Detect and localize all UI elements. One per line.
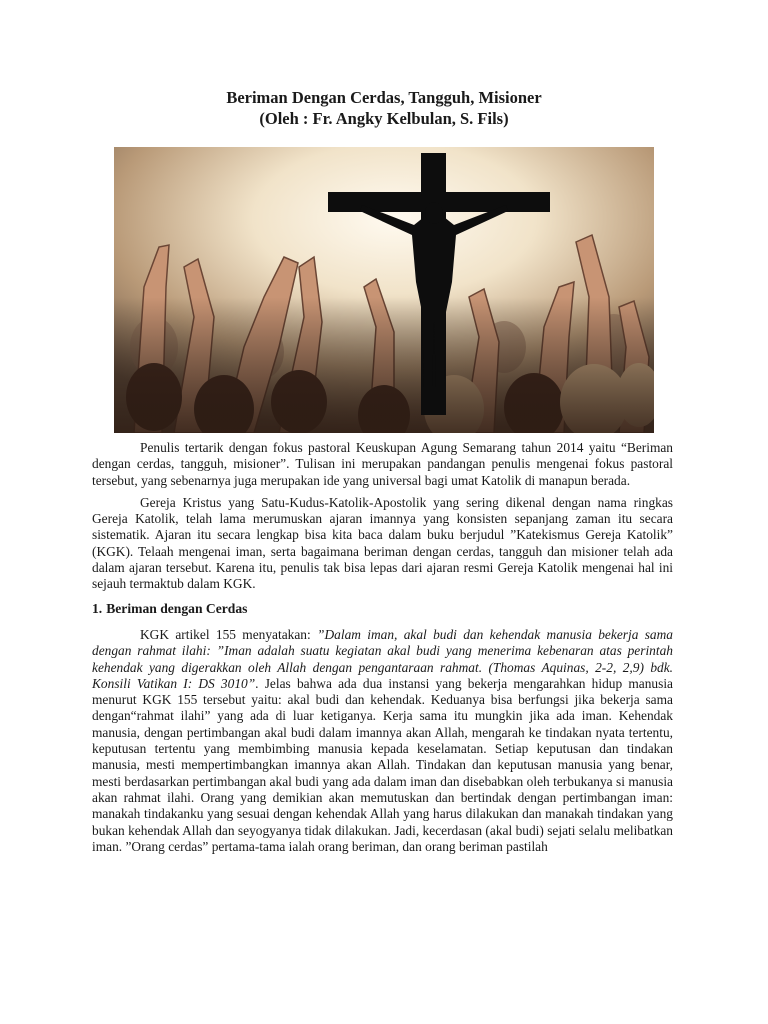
document-title: Beriman Dengan Cerdas, Tangguh, Misioner <box>226 88 542 107</box>
section-number: 1. <box>92 600 103 616</box>
section-1-lead: KGK artikel 155 menyatakan: <box>140 626 318 642</box>
paragraph-1: Penulis tertarik dengan fokus pastoral Keuskupan Agung Semarang tahun 2014 yaitu “Beriman dengan cerdas, tangguh, misioner”. Tulisan ini merupakan pandangan penulis mengenai fokus pastoral tersebut, yang sebenarnya juga merupakan ide yang universal bagi umat Katolik di manapun berada. <box>92 440 673 488</box>
section-heading <box>92 601 673 617</box>
crucifix-crowd-illustration <box>114 147 654 433</box>
section-1-paragraph <box>92 627 673 855</box>
section-heading-text: Beriman dengan Cerdas <box>106 600 248 616</box>
crucifix-crowd-photo <box>114 147 654 433</box>
article-body <box>92 440 673 855</box>
title-block <box>0 87 768 129</box>
paragraph-2: Gereja Kristus yang Satu-Kudus-Katolik-Apostolik yang sering dikenal dengan nama ringkas Gereja Katolik, telah lama merumuskan ajaran imannya yang konsisten sepanjang zaman itu secara sistematik. Ajaran itu secara lengkap bisa kita baca dalam buku berjudul ”Katekismus Gereja Katolik” (KGK). Telaah mengenai iman, serta bagaimana beriman dengan cerdas, tangguh dan misioner telah ada dalam ajaran tersebut. Karena itu, penulis tak bisa lepas dari ajaran resmi Gereja Katolik mengenai hal ini sejauh termaktub dalam KGK. <box>92 494 673 592</box>
author-line: (Oleh : Fr. Angky Kelbulan, S. Fils) <box>259 109 509 128</box>
section-1-rest: . Jelas bahwa ada dua instansi yang bekerja mengarahkan hidup manusia menurut KGK 155 tersebut yaitu: akal budi dan kehendak. Keduanya bisa berfungsi jika bekerja sama dengan“rahmat ilahi” yang ada di luar ketiganya. Kerja sama itu mungkin jika ada iman. Kehendak manusia, dengan pertimbangan akal budi dalam imannya akan Allah, mengarah ke tindakan nyata tertentu, keputusan tertentu yang membimbing manusia kepada keselamatan. Setiap keputusan dan tindakan manusia, mesti mempertimbangkan imannya akan Allah. Tindakan dan keputusan manusia yang benar, mesti berdasarkan pertimbangan akal budi yang ada dalam iman dan disebabkan oleh terbukanya si manusia akan rahmat ilahi. Orang yang demikian akan memutuskan dan bertindak dengan pertimbangan iman: manakah tindakanku yang sesuai dengan kehendak Allah yang harus dilakukan dan manakah tindakan yang bukan kehendak Allah dan seyogyanya tidak dilakukan. Jadi, kecerdasan (akal budi) sejati selalu melibatkan iman. ”Orang cerdas” pertama-tama ialah orang beriman, dan orang beriman pastilah <box>92 675 673 854</box>
kgk-quote: ”Dalam iman, akal budi dan kehendak manusia bekerja sama dengan rahmat ilahi: ”Iman adalah suatu kegiatan akal budi yang menerima kebenaran atas perintah kehendak yang digerakkan oleh Allah dengan pengantaraan rahmat. (Thomas Aquinas, 2-2, 2,9) bdk. Konsili Vatikan I: DS 3010” <box>92 626 673 691</box>
